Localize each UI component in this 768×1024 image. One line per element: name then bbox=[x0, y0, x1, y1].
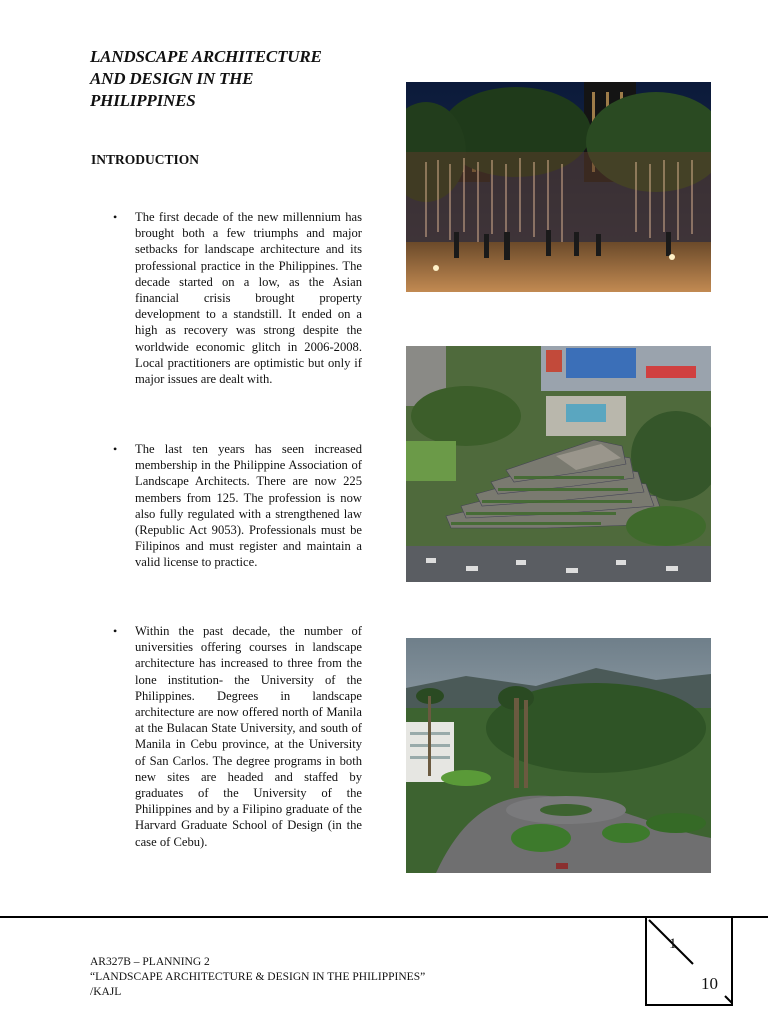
section-heading: INTRODUCTION bbox=[91, 152, 200, 167]
paragraph: The last ten years has seen increased membership in the Philippine Association of Landscape Architects. There are now 225 members from 125. The profession is now also fully regulated with a strengthened law (Republic Act 9053). Professionals must be Filipinos and must register and maintain a valid license to practice. bbox=[135, 442, 362, 570]
footer-doc-title: “LANDSCAPE ARCHITECTURE & DESIGN IN THE PHILIPPINES” bbox=[90, 971, 426, 983]
bullet-icon: • bbox=[113, 442, 118, 456]
list-item bbox=[113, 441, 363, 571]
paragraph: The first decade of the new millennium has brought both a few triumphs and major setbacks for landscape architecture and its professional practice in the Philippines. The decade started on a low, as the Asian financial crisis brought property development to a standstill. It ended on a high as recovery was strong despite the worldwide economic glitch in 2006-2008. Local practitioners are optimistic but only if major issues are dealt with. bbox=[135, 210, 362, 387]
footer-course: AR327B – PLANNING 2 bbox=[90, 956, 210, 968]
list-item bbox=[113, 623, 363, 850]
list-item bbox=[113, 209, 363, 387]
page-number-box bbox=[645, 916, 733, 1006]
page-index: 1 bbox=[669, 936, 677, 952]
footer-author: /KAJL bbox=[90, 986, 122, 998]
document-title bbox=[90, 46, 360, 112]
bullet-icon: • bbox=[113, 210, 118, 224]
bullet-icon: • bbox=[113, 624, 118, 638]
campus-photo bbox=[406, 638, 711, 873]
title-line: LANDSCAPE ARCHITECTURE bbox=[90, 47, 322, 66]
footer bbox=[90, 955, 510, 1000]
title-line: AND DESIGN IN THE bbox=[90, 69, 254, 88]
diagonal-line-icon bbox=[647, 918, 733, 1006]
terraced-building-photo bbox=[406, 346, 711, 582]
paragraph: Within the past decade, the number of universities offering courses in landscape architecture has increased to three from the lone institution- the University of the Philippines. Degrees in landscape architecture are now offered north of Manila at the Bulacan State University, and south of Manila in Cebu province, at the University of San Carlos. The degree programs in both new sites are headed and staffed by graduates of the University of the Philippines and by a Filipino graduate of the Harvard Graduate School of Design (in the case of Cebu). bbox=[135, 624, 362, 849]
title-line: PHILIPPINES bbox=[90, 91, 196, 110]
page-number: 10 bbox=[701, 974, 718, 993]
night-plaza-photo bbox=[406, 82, 711, 292]
